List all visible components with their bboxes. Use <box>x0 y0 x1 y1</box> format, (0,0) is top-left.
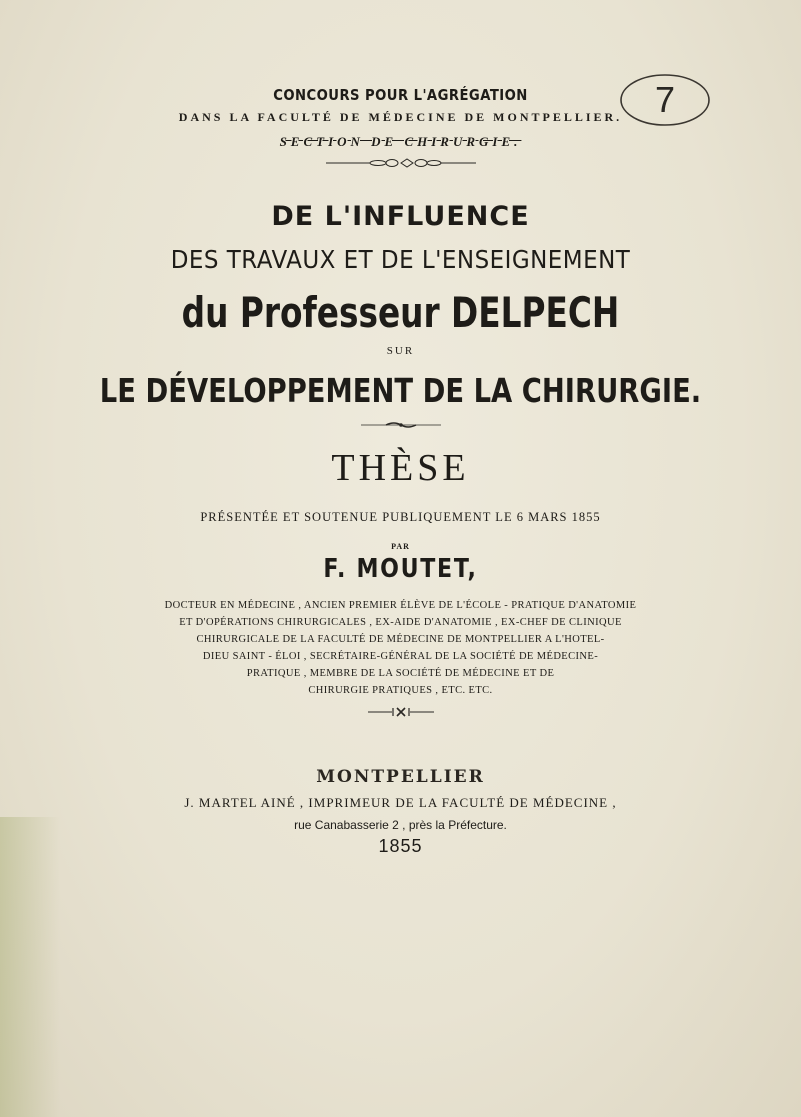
ornament-rule-bottom <box>0 707 801 717</box>
title-line-3: du Professeur DELPECH <box>181 288 620 337</box>
faculty-line: DANS LA FACULTÉ DE MÉDECINE DE MONTPELLIER. <box>178 110 623 124</box>
paper-stain <box>0 817 60 1117</box>
imprint-printer: J. MARTEL AINÉ , IMPRIMEUR DE LA FACULTÉ DE MÉDECINE , <box>184 795 617 810</box>
ornament-chain-icon <box>326 158 476 168</box>
author-credentials <box>120 597 681 699</box>
credentials-line: DIEU SAINT - ÉLOI , SECRÉTAIRE-GÉNÉRAL DE LA SOCIÉTÉ DE MÉDECINE- <box>202 651 599 662</box>
author-name: F. MOUTET, <box>323 554 478 584</box>
title-line-2: DES TRAVAUX ET DE L'ENSEIGNEMENT <box>170 245 631 274</box>
shelf-mark-number: 7 <box>654 79 676 120</box>
sur-connector: SUR <box>386 345 415 357</box>
imprint-city: MONTPELLIER <box>316 767 485 787</box>
title-line-4: LE DÉVELOPPEMENT DE LA CHIRURGIE. <box>99 371 702 410</box>
ornament-flourish-icon <box>361 421 441 429</box>
credentials-line: ET D'OPÉRATIONS CHIRURGICALES , EX-AIDE D'ANATOMIE , EX-CHEF DE CLINIQUE <box>179 617 622 628</box>
ornament-rule-top <box>0 158 801 168</box>
par-connector: PAR <box>391 542 410 551</box>
imprint-address: rue Canabasserie 2 , près la Préfecture. <box>294 818 507 832</box>
credentials-line: CHIRURGIE PRATIQUES , ETC. ETC. <box>308 685 493 696</box>
section-line: SECTION DE CHIRURGIE. <box>279 134 522 149</box>
credentials-line: CHIRURGICALE DE LA FACULTÉ DE MÉDECINE DE MONTPELLIER A L'HOTEL- <box>196 634 605 645</box>
credentials-line: PRATIQUE , MEMBRE DE LA SOCIÉTÉ DE MÉDECINE ET DE <box>246 668 555 679</box>
these-heading: THÈSE <box>331 447 470 489</box>
defense-date-line: PRÉSENTÉE ET SOUTENUE PUBLIQUEMENT LE 6 MARS 1855 <box>200 510 601 524</box>
ornament-rule-middle <box>0 421 801 429</box>
title-line-1: DE L'INFLUENCE <box>271 201 530 232</box>
concours-heading: CONCOURS POUR L'AGRÉGATION <box>273 86 528 104</box>
ornament-cross-icon <box>368 707 434 717</box>
imprint-year: 1855 <box>378 836 423 856</box>
credentials-line: DOCTEUR EN MÉDECINE , ANCIEN PREMIER ÉLÈVE DE L'ÉCOLE - PRATIQUE D'ANATOMIE <box>164 600 637 611</box>
